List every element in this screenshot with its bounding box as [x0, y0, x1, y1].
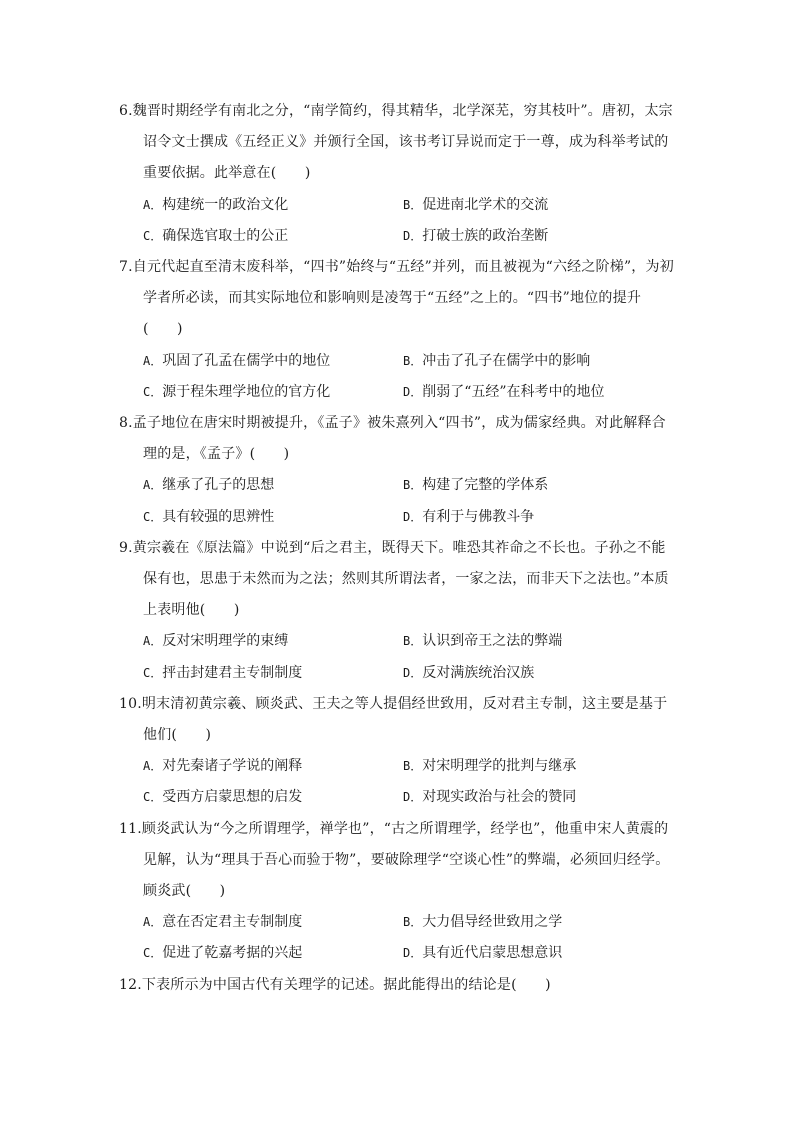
option-d [403, 658, 663, 689]
option-c [143, 377, 403, 408]
question-stem [119, 814, 679, 908]
question-text: 明末清初黄宗羲、顾炎武、王夫之等人提倡经世致用，反对君主专制，这主要是基于他们( ) [141, 695, 668, 744]
question-number: 8. [119, 415, 133, 432]
option-a [143, 346, 403, 377]
option-c [143, 658, 403, 689]
question-stem [119, 408, 679, 470]
option-text: 促进南北学术的交流 [422, 196, 549, 213]
question-stem [119, 252, 679, 346]
question-stem [119, 689, 679, 751]
question-number: 6. [119, 103, 133, 119]
option-row [119, 346, 679, 377]
option-a [143, 907, 403, 938]
option-letter: D． [403, 228, 423, 243]
option-text: 有利于与佛教斗争 [422, 508, 535, 525]
option-letter: A． [143, 197, 163, 212]
option-letter: D． [403, 384, 423, 399]
option-letter: C． [143, 946, 163, 961]
option-letter: A． [143, 634, 163, 649]
option-b [403, 626, 663, 657]
question-stem [119, 96, 679, 190]
option-d [403, 782, 663, 813]
option-text: 促进了乾嘉考据的兴起 [162, 945, 303, 962]
option-text: 大力倡导经世致用之学 [422, 914, 563, 931]
option-letter: C． [143, 790, 163, 805]
option-text: 巩固了孔孟在儒学中的地位 [162, 352, 331, 369]
option-letter: A． [143, 759, 163, 774]
option-row [119, 751, 679, 782]
option-letter: B． [403, 759, 423, 774]
option-b [403, 907, 663, 938]
option-row [119, 938, 679, 969]
option-text: 抨击封建君主专制制度 [162, 664, 303, 681]
option-text: 继承了孔子的思想 [162, 477, 275, 494]
option-letter: B． [403, 634, 423, 649]
question-text: 自元代起直至清末废科举，“四书”始终与“五经”并列，而且被视为“六经之阶梯”，为初学者所必读，而其实际地位和影响则是凌驾于“五经”之上的。“四书”地位的提升( ) [132, 259, 674, 338]
question-text: 孟子地位在唐宋时期被提升，《孟子》被朱熹列入“四书”，成为儒家经典。对此解释合理的是，《孟子》( ) [132, 415, 666, 463]
option-letter: D． [403, 946, 423, 961]
option-a [143, 626, 403, 657]
option-text: 具有近代启蒙思想意识 [422, 945, 563, 962]
option-a [143, 751, 403, 782]
option-letter: B． [403, 478, 423, 493]
option-b [403, 470, 663, 501]
question-11 [119, 814, 679, 970]
option-c [143, 938, 403, 969]
option-d [403, 377, 663, 408]
option-a [143, 190, 403, 221]
option-text: 反对满族统治汉族 [422, 664, 535, 681]
question-number: 11. [119, 820, 142, 837]
option-text: 冲击了孔子在儒学中的影响 [422, 352, 591, 369]
option-letter: B． [403, 353, 423, 368]
option-text: 意在否定君主专制制度 [162, 914, 303, 931]
option-text: 对先秦诸子学说的阐释 [162, 758, 303, 775]
option-text: 构建了完整的学体系 [422, 477, 549, 494]
question-10 [119, 689, 679, 814]
option-b [403, 346, 663, 377]
question-9 [119, 533, 679, 689]
question-text: 魏晋时期经学有南北之分，“南学简约，得其精华，北学深芜，穷其枝叶”。唐初，太宗诏令文士撰成《五经正义》并颁行全国，该书考订异说而定于一尊，成为科举考试的重要依据。此举意在( ) [132, 103, 673, 182]
option-letter: D． [403, 790, 423, 805]
option-letter: C． [143, 665, 163, 680]
option-text: 具有较强的思辨性 [162, 508, 275, 525]
option-text: 构建统一的政治文化 [162, 196, 289, 213]
question-8 [119, 408, 679, 533]
option-row [119, 782, 679, 813]
question-6 [119, 96, 679, 252]
question-text: 黄宗羲在《原法篇》中说到“后之君主，既得天下。唯恐其祚命之不长也。子孙之不能保有也，思患于未然而为之法；然则其所谓法者，一家之法，而非天下之法也。”本质上表明他( ) [132, 539, 669, 619]
option-d [403, 221, 663, 252]
question-12 [119, 970, 679, 1001]
option-row [119, 626, 679, 657]
option-text: 确保选官取士的公正 [162, 227, 289, 244]
option-text: 认识到帝王之法的弊端 [422, 633, 563, 650]
question-stem [119, 533, 679, 627]
option-text: 源于程朱理学地位的官方化 [162, 383, 331, 400]
option-letter: A． [143, 478, 163, 493]
option-c [143, 782, 403, 813]
option-a [143, 470, 403, 501]
option-letter: B． [403, 915, 423, 930]
option-letter: C． [143, 509, 163, 524]
option-letter: C． [143, 228, 163, 243]
option-letter: C． [143, 384, 163, 399]
option-letter: A． [143, 915, 163, 930]
question-number: 12. [119, 976, 142, 993]
option-row [119, 502, 679, 533]
option-row [119, 221, 679, 252]
option-text: 削弱了“五经”在科考中的地位 [422, 383, 605, 400]
option-row [119, 907, 679, 938]
option-letter: D． [403, 665, 423, 680]
option-letter: D． [403, 509, 423, 524]
question-number: 7. [119, 259, 133, 276]
question-text: 下表所示为中国古代有关理学的记述。据此能得出的结论是( ) [141, 976, 551, 993]
option-c [143, 502, 403, 533]
option-d [403, 502, 663, 533]
option-b [403, 751, 663, 782]
option-c [143, 221, 403, 252]
question-stem [119, 970, 679, 1001]
option-row [119, 470, 679, 501]
question-text: 顾炎武认为“今之所谓理学，禅学也”，“古之所谓理学，经学也”，他重申宋人黄震的见解，认为“理具于吾心而验于物”，要破除理学“空谈心性”的弊端，必须回归经学。顾炎武( ) [141, 820, 670, 900]
option-row [119, 658, 679, 689]
question-list [119, 96, 679, 1001]
option-b [403, 190, 663, 221]
option-row [119, 377, 679, 408]
option-text: 打破士族的政治垄断 [422, 227, 549, 244]
option-text: 受西方启蒙思想的启发 [162, 789, 303, 806]
option-row [119, 190, 679, 221]
option-text: 对宋明理学的批判与继承 [422, 758, 577, 775]
option-letter: B． [403, 197, 423, 212]
option-d [403, 938, 663, 969]
question-number: 10. [119, 695, 142, 712]
question-7 [119, 252, 679, 408]
option-text: 反对宋明理学的束缚 [162, 633, 289, 650]
question-number: 9. [119, 539, 133, 556]
option-letter: A． [143, 353, 163, 368]
option-text: 对现实政治与社会的赞同 [422, 789, 577, 806]
